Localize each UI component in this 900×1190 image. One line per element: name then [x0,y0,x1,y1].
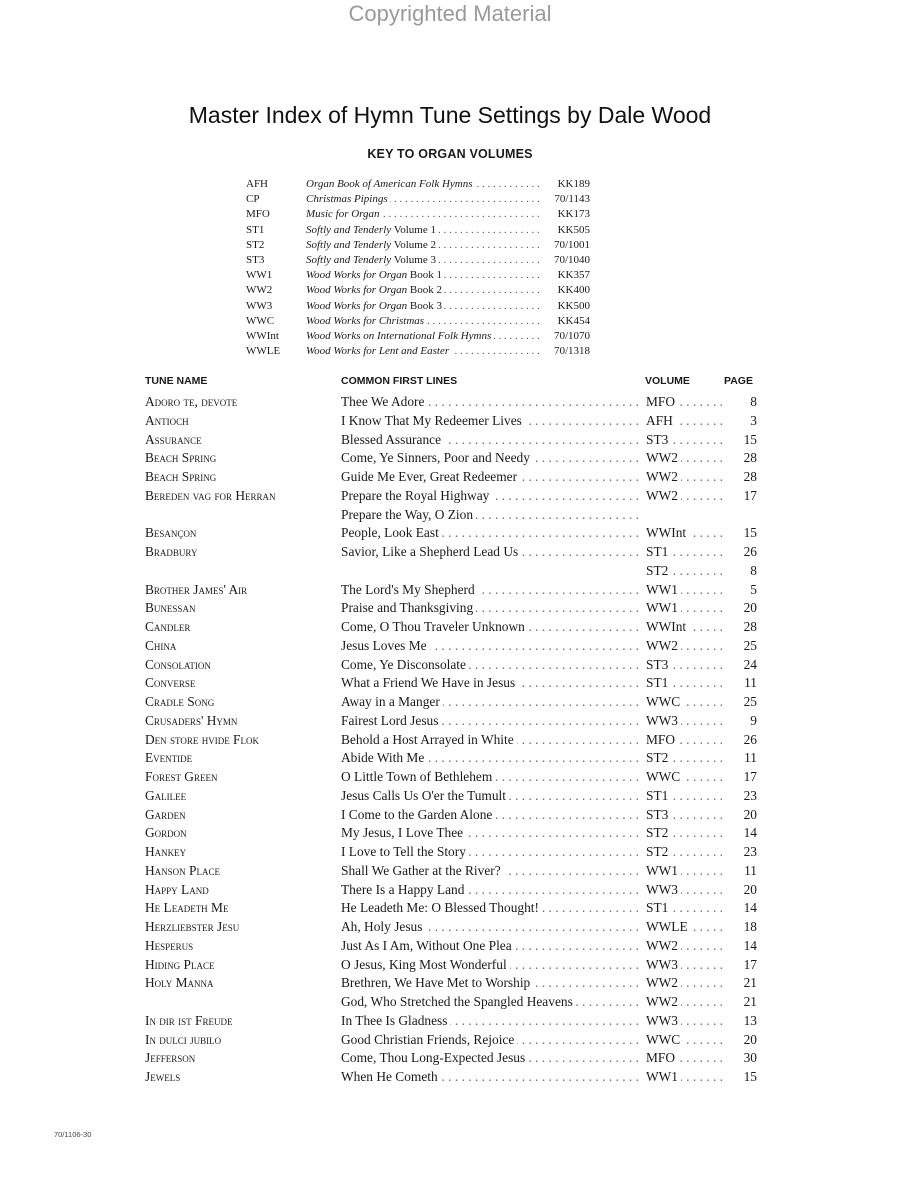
page-number: 28 [743,469,757,484]
first-line: Fairest Lord Jesus . . . [341,713,643,729]
page-number: 14 [743,900,757,916]
page-number: 25 [743,694,757,709]
tune-name: Adoro te, devote [145,394,238,409]
page-number: 8 [750,394,757,409]
tune-name: Forest Green [145,769,218,784]
key-abbr: ST3 [246,253,265,266]
header-common-first-lines: COMMON FIRST LINES [341,375,458,387]
key-title: Wood Works for Organ Book 2 . . . [306,283,546,298]
key-code: 70/1040 [553,253,590,266]
volume-code: WW2 . . . [646,938,722,954]
first-line: My Jesus, I Love Thee . . . [341,825,643,841]
key-row [246,299,646,314]
page-number: 15 [743,1069,757,1084]
table-row [145,431,757,450]
key-title: Softly and Tenderly Volume 3 . . . [306,253,546,268]
volume-code: MFO . . . [646,394,722,410]
volume-code: ST2 . . . [646,844,722,860]
key-abbr: WWC [246,314,275,327]
tune-name: Antioch [145,412,189,428]
key-title: Wood Works on International Folk Hymns . . . [306,329,546,344]
page-title: Master Index of Hymn Tune Settings by Dale Wood [188,102,712,128]
first-line: God, Who Stretched the Spangled Heavens . . . [341,994,643,1010]
volume-code: WW3 . . . [646,957,722,973]
table-row [145,749,757,768]
volume-code: WWC . . . [646,694,722,710]
table-row [145,899,757,918]
page-number: 3 [750,412,757,428]
table-row [145,824,757,843]
table-row [145,1012,757,1031]
table-row [145,956,757,975]
key-abbr: WW1 [246,269,273,282]
volume-code: ST1 . . . [646,675,722,691]
page-number: 13 [743,1012,757,1028]
key-volume: Book 1 [409,269,442,282]
key-row [246,344,646,359]
volume-code: ST3 . . . [646,657,722,673]
key-title: Softly and Tenderly Volume 1 . . . [306,223,546,238]
tune-name: Holy Manna [145,975,214,991]
page-number: 17 [743,487,757,503]
table-row [145,768,757,787]
key-code: KK173 [557,208,590,221]
tune-name: Gordon [145,825,187,841]
volume-code: WW1 . . . [646,1069,722,1085]
page-number: 23 [743,787,757,803]
copyright-watermark: Copyrighted Material [348,1,552,26]
table-row [145,637,757,656]
first-line: People, Look East . . . [341,525,643,541]
page-number: 20 [743,1031,757,1047]
table-row [145,656,757,675]
key-row [246,268,646,283]
volume-code: ST3 . . . [646,807,722,823]
first-line: I Love to Tell the Story . . . [341,844,643,860]
key-code: KK454 [557,314,590,327]
table-row [145,1031,757,1050]
key-code: KK505 [557,223,590,236]
key-title: Music for Organ . . . [306,207,546,222]
volume-code: ST2 . . . [646,563,722,579]
key-abbr: CP [246,193,260,206]
key-title: Softly and Tenderly Volume 2 . . . [306,238,546,253]
volume-code: WWC . . . [646,769,722,785]
key-volume: Book 2 [409,284,442,297]
volume-code: ST1 . . . [646,900,722,916]
tune-name: Crusaders' Hymn [145,712,238,728]
tune-name: Hanson Place [145,862,220,878]
volume-code: WWC . . . [646,1032,722,1048]
page-number: 17 [743,769,757,784]
first-line: I Know That My Redeemer Lives . . . [341,413,643,429]
first-line: Jesus Calls Us O'er the Tumult . . . [341,788,643,804]
volume-code: ST3 . . . [646,432,722,448]
key-row [246,177,646,192]
key-abbr: WW3 [246,299,273,312]
table-row [145,581,757,600]
page-number: 20 [743,600,757,616]
first-line: Thee We Adore . . . [341,394,643,410]
volume-code: WW1 . . . [646,582,722,598]
key-code: 70/1001 [553,238,590,251]
first-line: Jesus Loves Me . . . [341,638,643,654]
tune-name: In dulci jubilo [145,1031,222,1047]
page-number: 15 [743,431,757,447]
first-line: O Little Town of Bethlehem . . . [341,769,643,785]
table-row [145,487,757,506]
header-volume: VOLUME [645,375,690,387]
page-number: 9 [750,712,757,728]
key-abbr: WW2 [246,284,273,297]
key-title: Christmas Pipings . . . [306,192,546,207]
page-number: 25 [743,637,757,653]
page-number: 28 [743,619,757,634]
volume-code: WW2 . . . [646,975,722,991]
page-number: 28 [743,450,757,466]
volume-code: WW1 . . . [646,600,722,616]
first-line: In Thee Is Gladness . . . [341,1013,643,1029]
key-row [246,223,646,238]
first-line: He Leadeth Me: O Blessed Thought! . . . [341,900,643,916]
tune-name: China [145,637,177,653]
first-line: The Lord's My Shepherd . . . [341,582,643,598]
first-line: Blessed Assurance . . . [341,432,643,448]
key-row [246,238,646,253]
table-row [145,674,757,693]
key-title: Wood Works for Organ Book 1 . . . [306,268,546,283]
key-volume: Volume 3 [393,253,436,266]
tune-name: Galilee [145,787,187,803]
key-row [246,329,646,344]
page-number: 17 [743,956,757,972]
first-line: Savior, Like a Shepherd Lead Us . . . [341,544,643,560]
tune-name: Den store hvide Flok [145,731,259,747]
table-row [145,562,757,581]
tune-name: Hesperus [145,937,194,953]
key-abbr: MFO [246,208,270,221]
hymn-index-table [145,393,757,1087]
first-line: Ah, Holy Jesus . . . [341,919,643,935]
volume-code: ST1 . . . [646,544,722,560]
tune-name: Hankey [145,844,187,859]
tune-name: Cradle Song [145,694,215,709]
first-line: Good Christian Friends, Rejoice . . . [341,1032,643,1048]
first-line: Prepare the Way, O Zion . . . [341,507,643,523]
page-footer-code: 70/1106-30 [54,1130,92,1139]
tune-name: Beach Spring [145,469,217,484]
table-row [145,693,757,712]
volume-code: WW3 . . . [646,1013,722,1029]
tune-name: Bereden vag for Herran [145,487,276,503]
first-line: Praise and Thanksgiving . . . [341,600,643,616]
volume-code: ST2 . . . [646,825,722,841]
tune-name: Candler [145,619,191,634]
page-number: 11 [744,750,757,766]
tune-name: Besançon [145,525,197,541]
volume-code: WWInt . . . [646,619,722,635]
page-number: 11 [744,862,757,878]
tune-name: Bunessan [145,600,196,616]
table-row [145,506,757,525]
page-number: 26 [743,544,757,559]
key-abbr: WWLE [246,345,281,358]
page-number: 15 [743,525,757,541]
page-number: 20 [743,806,757,822]
page-number: 14 [743,937,757,953]
volume-code: ST2 . . . [646,750,722,766]
page-number: 20 [743,881,757,897]
volume-code: WW2 . . . [646,994,722,1010]
page-number: 5 [750,581,757,597]
key-abbr: AFH [246,178,269,190]
key-abbr: ST2 [246,238,265,251]
key-volume: Book 3 [409,299,442,312]
first-line: Come, Ye Disconsolate . . . [341,657,643,673]
volume-code: WW3 . . . [646,882,722,898]
key-row [246,207,646,222]
tune-name: Assurance [145,431,202,447]
key-heading: KEY TO ORGAN VOLUMES [367,147,533,161]
first-line: Prepare the Royal Highway . . . [341,488,643,504]
key-title: Wood Works for Christmas . . . [306,314,546,329]
volume-code: WW2 . . . [646,450,722,466]
first-line: Away in a Manger . . . [341,694,643,710]
first-line: Come, Thou Long-Expected Jesus . . . [341,1050,643,1066]
key-code: 70/1143 [554,193,590,206]
key-volume: Volume 1 [393,223,436,236]
volume-code: WW2 . . . [646,638,722,654]
tune-name: Hiding Place [145,956,215,972]
tune-name: Consolation [145,656,211,672]
volume-code: MFO . . . [646,732,722,748]
key-title: Wood Works for Organ Book 3 . . . [306,299,546,314]
first-line: Behold a Host Arrayed in White . . . [341,732,643,748]
key-row [246,314,646,329]
table-row [145,937,757,956]
table-row [145,806,757,825]
page-number: 21 [743,994,757,1009]
first-line: What a Friend We Have in Jesus . . . [341,675,643,691]
tune-name: Garden [145,806,186,822]
volume-code: WWLE . . . [646,919,722,935]
first-line: Just As I Am, Without One Plea . . . [341,938,643,954]
table-row [145,862,757,881]
volume-code: MFO . . . [646,1050,722,1066]
first-line: Guide Me Ever, Great Redeemer . . . [341,469,643,485]
table-row [145,524,757,543]
table-row [145,974,757,993]
table-row [145,881,757,900]
volume-code: ST1 . . . [646,788,722,804]
page-number: 14 [743,825,757,841]
page-number: 11 [744,675,757,691]
key-title: Wood Works for Lent and Easter . . . [306,344,546,359]
table-row [145,993,757,1012]
page-number: 24 [743,656,757,672]
volume-code: WW1 . . . [646,863,722,879]
volume-code: WW2 . . . [646,469,722,485]
key-code: KK357 [557,269,590,282]
page-number: 30 [743,1050,757,1066]
first-line: Brethren, We Have Met to Worship . . . [341,975,643,991]
table-row [145,1049,757,1068]
volume-code: WW3 . . . [646,713,722,729]
key-code: 70/1070 [553,329,590,342]
tune-name: Jewels [145,1069,181,1084]
table-row [145,543,757,562]
table-row [145,412,757,431]
table-row [145,731,757,750]
table-row [145,918,757,937]
tune-name: Jefferson [145,1050,196,1066]
tune-name: Converse [145,675,196,691]
page-number: 18 [743,919,757,934]
key-abbr: ST1 [246,223,265,236]
first-line: Abide With Me . . . [341,750,643,766]
key-code: KK500 [557,299,590,312]
page-number: 26 [743,731,757,747]
tune-name: Herzliebster Jesu [145,919,240,934]
table-row [145,843,757,862]
volume-code: AFH . . . [646,413,722,429]
tune-name: Bradbury [145,544,198,559]
key-row [246,192,646,207]
first-line: Shall We Gather at the River? . . . [341,863,643,879]
organ-volume-key [246,177,646,359]
first-line: When He Cometh . . . [341,1069,643,1085]
first-line: I Come to the Garden Alone . . . [341,807,643,823]
key-abbr: WWInt [246,329,279,342]
tune-name: Beach Spring [145,450,217,466]
tune-name: Happy Land [145,881,209,897]
key-code: KK189 [557,178,590,190]
key-code: 70/1318 [553,345,590,358]
table-row [145,449,757,468]
key-row [246,283,646,298]
volume-code: WW2 . . . [646,488,722,504]
key-title: Organ Book of American Folk Hymns . . . [306,177,546,192]
page-number: 8 [750,562,757,578]
first-line: Come, O Thou Traveler Unknown . . . [341,619,643,635]
volume-code: WWInt . . . [646,525,722,541]
key-code: KK400 [557,284,590,297]
page-number: 21 [743,975,757,991]
header-page: PAGE [724,375,753,387]
header-tune-name: TUNE NAME [145,375,208,387]
table-row [145,468,757,487]
table-row [145,1068,757,1087]
tune-name: In dir ist Freude [145,1012,233,1028]
table-row [145,712,757,731]
table-row [145,599,757,618]
tune-name: Eventide [145,750,193,766]
tune-name: He Leadeth Me [145,900,229,916]
key-row [246,253,646,268]
tune-name: Brother James' Air [145,581,248,597]
table-row [145,787,757,806]
table-row [145,618,757,637]
first-line: There Is a Happy Land . . . [341,882,643,898]
first-line: Come, Ye Sinners, Poor and Needy . . . [341,450,643,466]
table-row [145,393,757,412]
page-number: 23 [743,844,757,859]
key-volume: Volume 2 [393,238,436,251]
first-line: O Jesus, King Most Wonderful . . . [341,957,643,973]
